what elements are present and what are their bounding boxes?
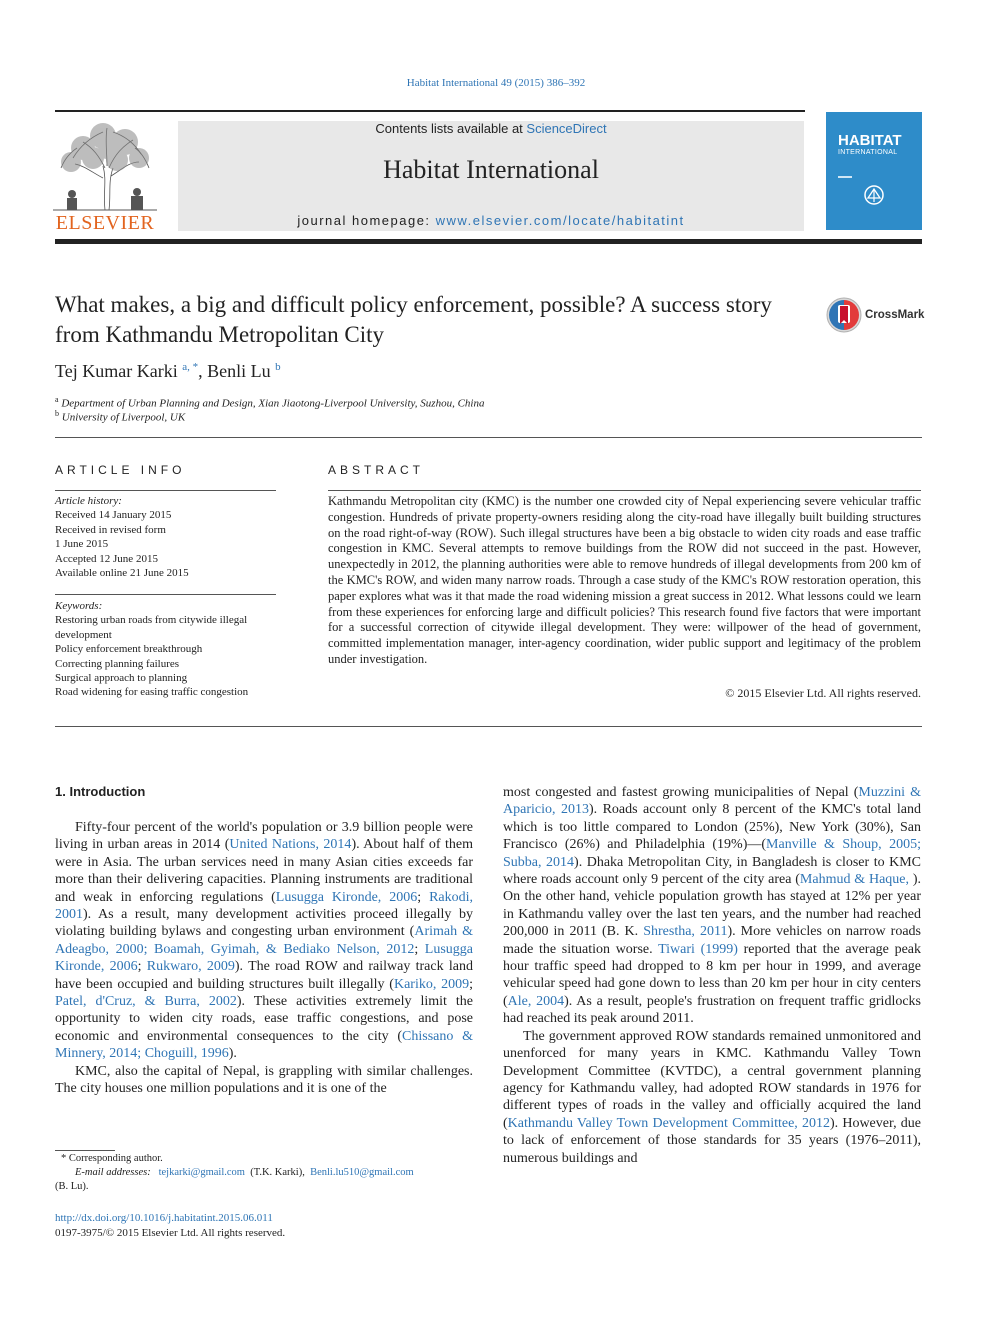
homepage-line xyxy=(178,213,804,228)
author-affiliation-marker[interactable]: a, * xyxy=(182,361,199,373)
paragraph xyxy=(503,784,921,1028)
citation-link[interactable]: Kathmandu Valley Town Development Committee, 2012 xyxy=(507,1115,830,1131)
history-item: Available online 21 June 2015 xyxy=(55,567,189,580)
author-list xyxy=(55,361,281,382)
history-item: Received in revised form xyxy=(55,523,166,536)
citation-link[interactable]: Ale, 2004 xyxy=(507,993,565,1009)
journal-title: Habitat International xyxy=(383,155,599,184)
body-text-run: ). Dhaka Metropolitan City, in Bangladesh is closer to KMC where roads account only 9 percent of the city area ( xyxy=(503,854,922,888)
keywords-rule xyxy=(55,594,276,595)
keyword-item: Surgical approach to planning xyxy=(55,672,188,685)
body-text-run: ). About half of them were in Asia. The urban services need in many Asian cities exceeds far more than their delivering capacities. Planning instruments are traditional and weak in enforcing regulations ( xyxy=(55,837,474,905)
abstract-heading: ABSTRACT xyxy=(328,463,425,477)
body-text-run: ). However, due to lack of enforcement of those standards for 35 years (1976–2011), numerous buildings and xyxy=(503,1115,921,1166)
doi-block xyxy=(55,1211,285,1241)
cover-subtitle: INTERNATIONAL xyxy=(838,149,898,156)
elsevier-logo xyxy=(53,118,157,234)
author-affiliation-marker[interactable]: b xyxy=(275,361,281,373)
citation-link[interactable]: Mahmud & Haque, xyxy=(799,872,913,888)
journal-reference[interactable]: Habitat International 49 (2015) 386–392 xyxy=(406,77,586,89)
email-link[interactable]: Benli.lu510@gmail.com xyxy=(310,1167,414,1178)
crossmark-label: CrossMark xyxy=(865,309,925,321)
contents-prefix: Contents lists available at xyxy=(375,121,527,136)
footnote xyxy=(55,1152,473,1194)
email-link[interactable]: tejkarki@gmail.com xyxy=(158,1167,245,1178)
body-text-run: Fifty-four percent of the world's population or 3.9 billion people were living in urban areas in 2014 ( xyxy=(55,820,473,853)
body-text-run: ). More vehicles on narrow roads made the situation worse. xyxy=(503,924,922,957)
affiliation-marker: a xyxy=(55,395,59,404)
keywords xyxy=(55,599,280,700)
paragraph xyxy=(503,1028,921,1167)
citation-link[interactable]: Chissano & Minnery, 2014; Choguill, 1996 xyxy=(55,1028,473,1062)
keyword-item: Restoring urban roads from citywide illegal development xyxy=(55,614,248,641)
cover-emblem-icon xyxy=(863,184,885,206)
crossmark-badge[interactable] xyxy=(825,296,925,336)
email-owner: (T.K. Karki), xyxy=(250,1167,305,1178)
citation-link[interactable]: Tiwari (1999) xyxy=(658,941,738,957)
citation-link[interactable]: Kariko, 2009 xyxy=(393,976,470,992)
body-text-run: KMC, also the capital of Nepal, is grappling with similar challenges. The city houses one million populations and it is one of the xyxy=(55,1063,473,1097)
contents-line xyxy=(178,121,804,136)
email-line xyxy=(55,1166,473,1180)
affiliation-marker: b xyxy=(55,409,59,418)
author-name[interactable]: Benli Lu xyxy=(207,361,271,381)
cover-title: HABITAT xyxy=(838,132,902,149)
body-text-run: ). The road ROW and railway track land have been occupied and building structures built illegally ( xyxy=(55,959,473,992)
history-item: Accepted 12 June 2015 xyxy=(55,552,158,565)
affiliation xyxy=(55,395,484,410)
article-info-rule xyxy=(55,490,276,491)
header-rule xyxy=(55,110,805,112)
body-text-run: ; xyxy=(414,941,425,957)
divider xyxy=(55,726,922,727)
citation-link[interactable]: Patel, d'Cruz, & Burra, 2002 xyxy=(55,994,237,1010)
history-label: Article history: xyxy=(55,495,122,507)
affiliation-text: University of Liverpool, UK xyxy=(61,411,186,424)
right-column xyxy=(503,784,921,1167)
keyword-item: Correcting planning failures xyxy=(55,657,180,670)
corresponding-author: * Corresponding author. xyxy=(61,1153,163,1164)
issn-line: 0197-3975/© 2015 Elsevier Ltd. All rights reserved. xyxy=(55,1227,286,1239)
body-text-run: ). These activities extremely limit the opportunity to widen city roads, ease traffic congestions, and pose economic and environmental consequences to the city ( xyxy=(55,994,474,1044)
author-name[interactable]: Tej Kumar Karki xyxy=(55,361,178,381)
body-text-run: ). As a result, many development activities proceed illegally by violating building bylaws and congesting urban environment ( xyxy=(55,907,473,940)
keyword-item: Policy enforcement breakthrough xyxy=(55,643,203,656)
divider xyxy=(55,437,922,438)
affiliation-text: Department of Urban Planning and Design, Xian Jiaotong-Liverpool University, Suzhou, China xyxy=(61,397,485,410)
body-text-run: reported that the average peak hour traffic speed had dropped to 8 km per hour in 1999, and average vehicular speed had gone down to less than 20 km per hour in city centers ( xyxy=(503,941,922,1009)
cover-text-line xyxy=(838,176,852,178)
homepage-prefix: journal homepage: xyxy=(297,213,436,228)
left-column xyxy=(55,819,473,1098)
section-heading: 1. Introduction xyxy=(55,784,146,799)
citation-link[interactable]: Manville & Shoup, 2005; Subba, 2014 xyxy=(503,837,921,870)
body-text-run: ). xyxy=(228,1046,237,1062)
email-owner: (B. Lu). xyxy=(55,1181,89,1192)
article-history xyxy=(55,494,280,580)
publisher-name: ELSEVIER xyxy=(55,212,155,234)
body-text-run: ). As a result, people's frustration on frequent traffic gridlocks had reached its peak around 2011. xyxy=(503,993,921,1027)
homepage-link[interactable]: www.elsevier.com/locate/habitatint xyxy=(435,213,685,228)
header-thick-rule xyxy=(55,239,922,244)
paragraph xyxy=(55,819,473,1063)
body-text-run: The government approved ROW standards remained unmonitored and unenforced for many years in KMC. Kathmandu Valley Town Development Committee (KVTDC), a central government planning agency for Kathmandu valley, had adopted ROW standards in 1976 for different types of roads in the valley and officially acquired the land ( xyxy=(503,1028,921,1131)
citation-link[interactable]: Shrestha, 2011 xyxy=(643,924,728,940)
keyword-item: Road widening for easing traffic congestion xyxy=(55,686,249,699)
email-label: E-mail addresses: xyxy=(75,1167,151,1178)
history-item: Received 14 January 2015 xyxy=(55,509,172,522)
keywords-label: Keywords: xyxy=(55,600,103,612)
abstract-text: Kathmandu Metropolitan city (KMC) is the number one crowded city of Nepal experiencing severe vehicular traffic congestion. Hundreds of private property-owners residing along the city-road have illegally built building structures on the road right-of-way (ROW). Such illegal structures have been a big obstacle to widen city roads and ease traffic congestion in KMC. Several attempts to remove buildings from the ROW did not succeed in the past. However, unexpectedly in 2012, the planning authorities were able to remove hundreds of illegal developments from 200 km of the KMC's ROW, and widen many narrow roads. Through a case study of the KMC's ROW restoration operation, this paper explores what was it that made the road widening mission a great success in 2012. What lessons could we learn from these experiences for enforcing large and difficult policies? This research found five factors that were important for a successful correction of citywide illegal development. They were: willpower of the head of government, committed implementation manager, inter-agency coordination, wider public support and legitimacy of the problem under investigation. xyxy=(328,494,921,666)
body-text-run: most congested and fastest growing municipalities of Nepal ( xyxy=(503,785,859,800)
history-item: 1 June 2015 xyxy=(55,538,109,551)
paragraph xyxy=(55,1063,473,1098)
citation-link[interactable]: United Nations, 2014 xyxy=(229,837,352,853)
citation-link[interactable]: Muzzini & Aparicio, 2013 xyxy=(503,785,921,818)
abstract-copyright: © 2015 Elsevier Ltd. All rights reserved. xyxy=(725,686,921,700)
citation-link[interactable]: Rakodi, 2001 xyxy=(55,889,474,923)
body-text-run: ; xyxy=(417,889,430,905)
sciencedirect-link[interactable]: ScienceDirect xyxy=(526,121,607,136)
crossmark-icon xyxy=(825,296,863,334)
citation-link[interactable]: Lusugga Kironde, 2006 xyxy=(275,889,418,905)
doi-link[interactable]: http://dx.doi.org/10.1016/j.habitatint.2015.06.011 xyxy=(55,1212,273,1224)
journal-banner xyxy=(178,121,804,231)
body-text-run: ; xyxy=(137,959,147,975)
citation-link[interactable]: Arimah & Adeagbo, 2000; Boamah, Gyimah, & Bediako Nelson, 2012 xyxy=(55,924,473,957)
affiliation xyxy=(55,409,185,424)
footnote-rule xyxy=(55,1150,115,1151)
citation-link[interactable]: Lusugga Kironde, 2006 xyxy=(55,941,473,975)
article-title: What makes, a big and difficult policy enforcement, possible? A success story from Kathmandu Metropolitan City xyxy=(55,292,772,347)
journal-cover[interactable] xyxy=(826,112,922,230)
article-info-heading: ARTICLE INFO xyxy=(55,463,186,477)
body-text-run: ). Roads account only 8 percent of the KMC's total land which is too little compared to London (25%), New York (30%), San Francisco (26%) and Philadelphia (19%)—( xyxy=(503,802,921,853)
body-text-run: ; xyxy=(469,976,473,992)
abstract-rule xyxy=(328,490,921,491)
citation-link[interactable]: Rukwaro, 2009 xyxy=(146,959,235,975)
author-separator: , xyxy=(198,361,208,381)
body-text-run: ). On the other hand, vehicle population growth has stayed at 12% per year in Kathmandu valley over the last ten years, and the number had reached 200,000 in 2011 (B. K. xyxy=(503,872,921,940)
